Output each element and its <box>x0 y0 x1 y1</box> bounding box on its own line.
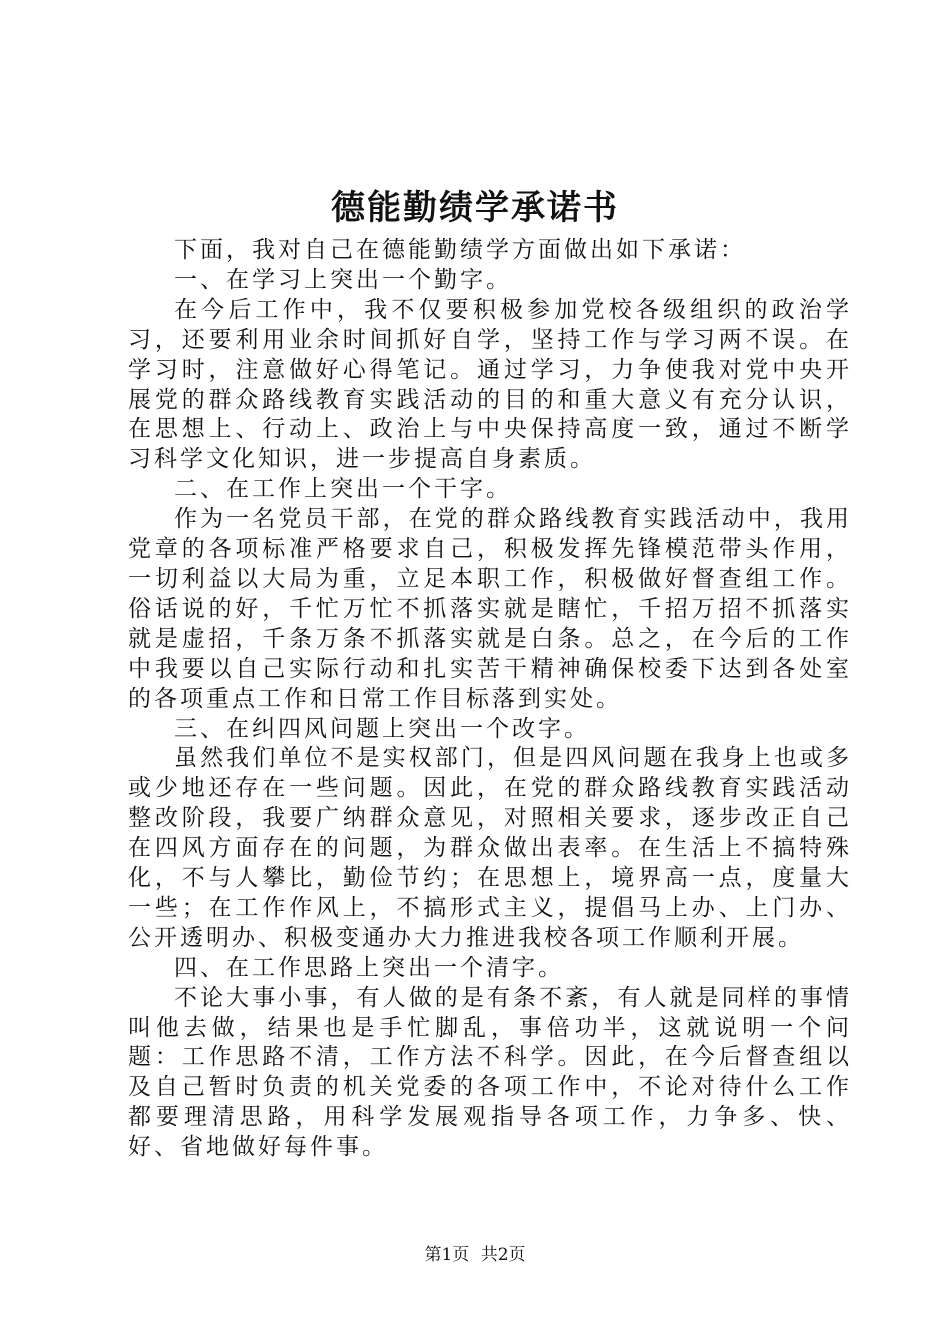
paragraph-study: 在今后工作中，我不仅要积极参加党校各级组织的政治学习，还要利用业余时间抓好自学，坚持工作与学习两不误。在学习时，注意做好心得笔记。通过学习，力争使我对党中央开展党的群众路线教育实践活动的目的和重大意义有充分认识，在思想上、行动上、政治上与中央保持高度一致，通过不断学习科学文化知识，进一步提高自身素质。 <box>128 296 852 473</box>
document-body <box>128 236 852 1163</box>
paragraph-clarity: 不论大事小事，有人做的是有条不紊，有人就是同样的事情叫他去做，结果也是手忙脚乱，事倍功半，这就说明一个问题：工作思路不清，工作方法不科学。因此，在今后督查组以及自己暂时负责的机关党委的各项工作中，不论对待什么工作都要理清思路，用科学发展观指导各项工作，力争多、快、好、省地做好每件事。 <box>128 984 852 1161</box>
section-heading-2: 二、在工作上突出一个干字。 <box>174 476 512 503</box>
page-total: 共2页 <box>480 1245 526 1265</box>
page-number: 第1页 <box>424 1245 470 1265</box>
section-heading-4: 四、在工作思路上突出一个清字。 <box>174 954 564 981</box>
paragraph-work: 作为一名党员干部，在党的群众路线教育实践活动中，我用党章的各项标准严格要求自己，积极发挥先锋模范带头作用，一切利益以大局为重，立足本职工作，积极做好督查组工作。俗话说的好，千忙万忙不抓落实就是瞎忙，千招万招不抓落实就是虚招，千条万条不抓落实就是白条。总之，在今后的工作中我要以自己实际行动和扎实苦干精神确保校委下达到各处室的各项重点工作和日常工作目标落到实处。 <box>128 506 852 712</box>
page-footer <box>0 1245 950 1265</box>
section-heading-3: 三、在纠四风问题上突出一个改字。 <box>174 715 590 742</box>
section-heading-1: 一、在学习上突出一个勤字。 <box>174 266 512 293</box>
paragraph-four-winds: 虽然我们单位不是实权部门，但是四风问题在我身上也或多或少地还存在一些问题。因此，在党的群众路线教育实践活动整改阶段，我要广纳群众意见，对照相关要求，逐步改正自己在四风方面存在的问题，为群众做出表率。在生活上不搞特殊化，不与人攀比，勤俭节约；在思想上，境界高一点，度量大一些；在工作作风上，不搞形式主义，提倡马上办、上门办、公开透明办、积极变通办大力推进我校各项工作顺利开展。 <box>128 745 852 951</box>
document-title: 德能勤绩学承诺书 <box>331 188 619 228</box>
paragraph-intro: 下面，我对自己在德能勤绩学方面做出如下承诺： <box>174 237 746 263</box>
